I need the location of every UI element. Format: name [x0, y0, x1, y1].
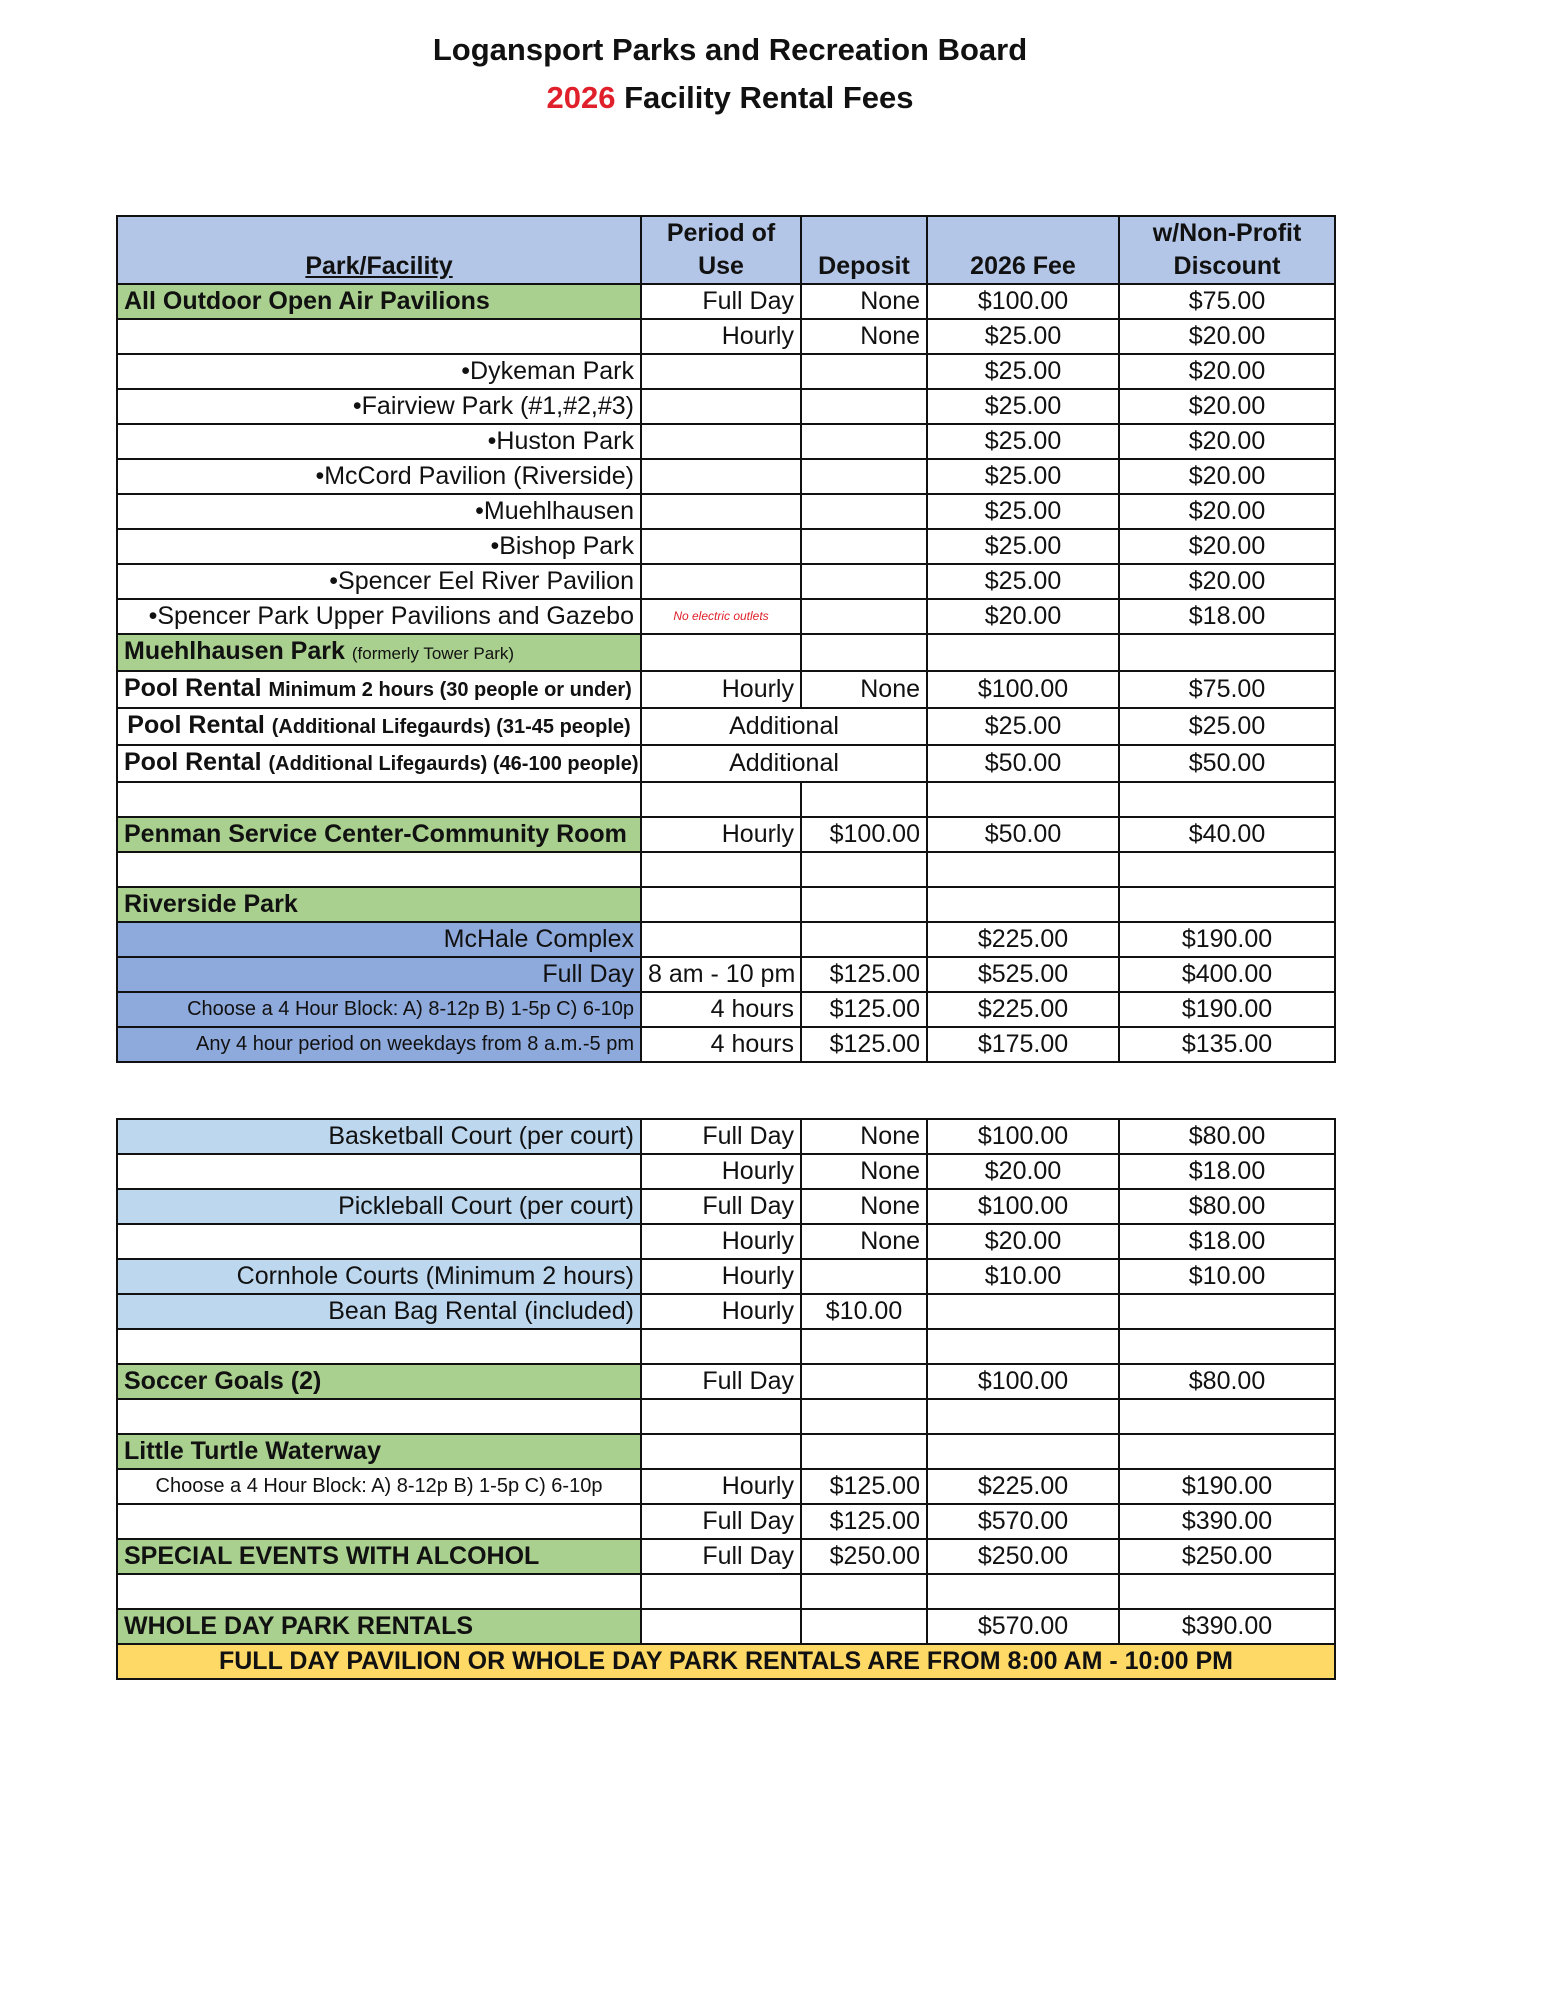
deposit-cell: None: [801, 1224, 927, 1259]
period-cell: 8 am - 10 pm: [641, 957, 801, 992]
discount-cell: $18.00: [1119, 1154, 1335, 1189]
period-cell: [641, 494, 801, 529]
spacer-row: [117, 1574, 1335, 1609]
section-penman: Penman Service Center-Community Room: [117, 817, 641, 852]
fee-cell: [927, 634, 1119, 671]
facility-cell: Pickleball Court (per court): [117, 1189, 641, 1224]
section-whole-day: WHOLE DAY PARK RENTALS: [117, 1609, 641, 1644]
section-muehlhausen: [117, 634, 641, 671]
period-cell: [641, 634, 801, 671]
period-cell: [641, 424, 801, 459]
table-row: [117, 459, 1335, 494]
discount-cell: $20.00: [1119, 494, 1335, 529]
period-cell: Hourly: [641, 319, 801, 354]
fee-cell: $20.00: [927, 1154, 1119, 1189]
spacer-row: [117, 1399, 1335, 1434]
facility-cell: [117, 319, 641, 354]
fee-cell: $50.00: [927, 817, 1119, 852]
section-riverside: Riverside Park: [117, 887, 641, 922]
table-row: [117, 1224, 1335, 1259]
deposit-cell: $10.00: [801, 1294, 927, 1329]
discount-cell: $75.00: [1119, 671, 1335, 708]
deposit-cell: [801, 1434, 927, 1469]
table-row: [117, 922, 1335, 957]
period-cell: [641, 459, 801, 494]
table-row: [117, 1027, 1335, 1062]
period-cell: Additional: [641, 708, 927, 745]
table-row: [117, 1119, 1335, 1154]
period-cell: Full Day: [641, 284, 801, 319]
discount-cell: $40.00: [1119, 817, 1335, 852]
facility-cell: •Dykeman Park: [117, 354, 641, 389]
deposit-cell: [801, 599, 927, 634]
section-little-turtle: Little Turtle Waterway: [117, 1434, 641, 1469]
table-row: [117, 284, 1335, 319]
table-row: [117, 389, 1335, 424]
period-cell: [641, 529, 801, 564]
discount-cell: $390.00: [1119, 1609, 1335, 1644]
table-row: [117, 957, 1335, 992]
fee-cell: $100.00: [927, 1119, 1119, 1154]
fee-cell: $175.00: [927, 1027, 1119, 1062]
fee-cell: $225.00: [927, 922, 1119, 957]
document-subtitle: [0, 80, 1460, 116]
discount-cell: $190.00: [1119, 1469, 1335, 1504]
header-fee: 2026 Fee: [927, 216, 1119, 284]
facility-cell: Basketball Court (per court): [117, 1119, 641, 1154]
discount-cell: [1119, 1294, 1335, 1329]
spacer-row: [117, 782, 1335, 817]
deposit-cell: [801, 424, 927, 459]
deposit-cell: [801, 922, 927, 957]
discount-cell: $20.00: [1119, 354, 1335, 389]
pool-label: Pool Rental: [124, 674, 262, 702]
facility-cell: [117, 1224, 641, 1259]
table-row: [117, 1364, 1335, 1399]
deposit-cell: [801, 529, 927, 564]
table-row: [117, 564, 1335, 599]
discount-cell: $190.00: [1119, 922, 1335, 957]
table-row: [117, 599, 1335, 634]
fee-cell: $250.00: [927, 1539, 1119, 1574]
header-deposit: Deposit: [801, 216, 927, 284]
section-alcohol: SPECIAL EVENTS WITH ALCOHOL: [117, 1539, 641, 1574]
document-title: Logansport Parks and Recreation Board: [432, 32, 1028, 67]
table-row: [117, 817, 1335, 852]
section-soccer: Soccer Goals (2): [117, 1364, 641, 1399]
header-facility: Park/Facility: [117, 216, 641, 284]
period-cell: [641, 564, 801, 599]
table-row: [117, 745, 1335, 782]
deposit-cell: $250.00: [801, 1539, 927, 1574]
deposit-cell: [801, 634, 927, 671]
deposit-cell: [801, 1609, 927, 1644]
facility-cell: Choose a 4 Hour Block: A) 8-12p B) 1-5p C) 6-10p: [117, 1469, 641, 1504]
period-cell: [641, 354, 801, 389]
discount-cell: $20.00: [1119, 424, 1335, 459]
facility-cell: •Huston Park: [117, 424, 641, 459]
footer-row: [117, 1644, 1335, 1679]
discount-cell: $20.00: [1119, 319, 1335, 354]
pool-detail: (Additional Lifegaurds) (46-100 people): [268, 753, 639, 775]
discount-cell: $50.00: [1119, 745, 1335, 782]
muehlhausen-note: (formerly Tower Park): [351, 644, 515, 663]
table-row: [117, 354, 1335, 389]
pool-label: Pool Rental: [127, 711, 265, 739]
period-cell: Full Day: [641, 1119, 801, 1154]
table-row: [117, 1294, 1335, 1329]
fee-cell: $100.00: [927, 284, 1119, 319]
deposit-cell: None: [801, 671, 927, 708]
muehlhausen-heading: Muehlhausen Park: [124, 637, 345, 665]
fee-cell: $225.00: [927, 992, 1119, 1027]
fee-cell: $25.00: [927, 708, 1119, 745]
discount-cell: $10.00: [1119, 1259, 1335, 1294]
period-cell: Full Day: [641, 1364, 801, 1399]
deposit-cell: $125.00: [801, 957, 927, 992]
discount-cell: $80.00: [1119, 1189, 1335, 1224]
fee-cell: $25.00: [927, 494, 1119, 529]
fee-cell: $525.00: [927, 957, 1119, 992]
discount-cell: [1119, 887, 1335, 922]
table-row: [117, 319, 1335, 354]
deposit-cell: None: [801, 1189, 927, 1224]
table-row: [117, 1539, 1335, 1574]
header-row: [117, 216, 1335, 284]
facility-cell: •Spencer Park Upper Pavilions and Gazebo: [117, 599, 641, 634]
fee-cell: $25.00: [927, 354, 1119, 389]
discount-cell: $20.00: [1119, 529, 1335, 564]
table-row: [117, 1469, 1335, 1504]
discount-cell: $20.00: [1119, 459, 1335, 494]
hours-notice: FULL DAY PAVILION OR WHOLE DAY PARK RENTALS ARE FROM 8:00 AM - 10:00 PM: [117, 1644, 1335, 1679]
deposit-cell: [801, 564, 927, 599]
section-pavilions: All Outdoor Open Air Pavilions: [117, 284, 641, 319]
table-row: [117, 634, 1335, 671]
fee-cell: $570.00: [927, 1504, 1119, 1539]
spacer-row: [117, 1329, 1335, 1364]
fee-cell: $25.00: [927, 319, 1119, 354]
table-row: [117, 529, 1335, 564]
period-cell: [641, 389, 801, 424]
discount-cell: $190.00: [1119, 992, 1335, 1027]
period-cell: Hourly: [641, 1259, 801, 1294]
fee-cell: $100.00: [927, 1364, 1119, 1399]
fee-cell: $25.00: [927, 389, 1119, 424]
discount-cell: $25.00: [1119, 708, 1335, 745]
deposit-cell: [801, 354, 927, 389]
spacer-row: [117, 852, 1335, 887]
facility-cell: •McCord Pavilion (Riverside): [117, 459, 641, 494]
discount-cell: $250.00: [1119, 1539, 1335, 1574]
discount-cell: $18.00: [1119, 599, 1335, 634]
fees-table-main: [116, 215, 1336, 1063]
fees-table-secondary: [116, 1118, 1336, 1680]
period-cell: Hourly: [641, 1294, 801, 1329]
fee-cell: $50.00: [927, 745, 1119, 782]
deposit-cell: [801, 459, 927, 494]
period-cell: [641, 922, 801, 957]
deposit-cell: $125.00: [801, 1469, 927, 1504]
period-cell: Hourly: [641, 817, 801, 852]
period-cell: Full Day: [641, 1504, 801, 1539]
fee-cell: [927, 1294, 1119, 1329]
facility-cell: [117, 745, 641, 782]
table-row: [117, 1434, 1335, 1469]
discount-cell: $400.00: [1119, 957, 1335, 992]
period-cell: Full Day: [641, 1539, 801, 1574]
facility-cell: Bean Bag Rental (included): [117, 1294, 641, 1329]
facility-cell: McHale Complex: [117, 922, 641, 957]
deposit-cell: [801, 887, 927, 922]
discount-cell: $135.00: [1119, 1027, 1335, 1062]
table-row: [117, 708, 1335, 745]
discount-cell: $390.00: [1119, 1504, 1335, 1539]
facility-cell: Any 4 hour period on weekdays from 8 a.m.-5 pm: [117, 1027, 641, 1062]
table-row: [117, 424, 1335, 459]
facility-cell: •Fairview Park (#1,#2,#3): [117, 389, 641, 424]
fee-cell: $10.00: [927, 1259, 1119, 1294]
facility-cell: [117, 1154, 641, 1189]
table-row: [117, 1504, 1335, 1539]
period-cell: Additional: [641, 745, 927, 782]
period-cell: Hourly: [641, 1469, 801, 1504]
period-cell: 4 hours: [641, 992, 801, 1027]
deposit-cell: [801, 389, 927, 424]
facility-cell: •Bishop Park: [117, 529, 641, 564]
period-cell: Hourly: [641, 1224, 801, 1259]
facility-cell: Choose a 4 Hour Block: A) 8-12p B) 1-5p C) 6-10p: [117, 992, 641, 1027]
deposit-cell: $125.00: [801, 992, 927, 1027]
fee-cell: $570.00: [927, 1609, 1119, 1644]
deposit-cell: None: [801, 1154, 927, 1189]
table-row: [117, 1259, 1335, 1294]
period-cell: Full Day: [641, 1189, 801, 1224]
discount-cell: $20.00: [1119, 389, 1335, 424]
fee-cell: $100.00: [927, 671, 1119, 708]
deposit-cell: None: [801, 1119, 927, 1154]
deposit-cell: None: [801, 319, 927, 354]
discount-cell: $80.00: [1119, 1364, 1335, 1399]
no-outlets-note: No electric outlets: [641, 599, 801, 634]
table-row: [117, 1609, 1335, 1644]
period-cell: [641, 887, 801, 922]
deposit-cell: None: [801, 284, 927, 319]
fee-cell: $20.00: [927, 599, 1119, 634]
pool-detail: (Additional Lifegaurds) (31-45 people): [271, 716, 631, 738]
period-cell: [641, 1609, 801, 1644]
period-cell: Hourly: [641, 671, 801, 708]
fee-cell: $25.00: [927, 459, 1119, 494]
fee-cell: $100.00: [927, 1189, 1119, 1224]
table-row: [117, 1189, 1335, 1224]
deposit-cell: $125.00: [801, 1027, 927, 1062]
facility-cell: •Spencer Eel River Pavilion: [117, 564, 641, 599]
fee-cell: $20.00: [927, 1224, 1119, 1259]
pool-detail: Minimum 2 hours (30 people or under): [268, 679, 632, 701]
discount-cell: $80.00: [1119, 1119, 1335, 1154]
period-cell: [641, 1434, 801, 1469]
header-period: Period of Use: [641, 216, 801, 284]
facility-cell: [117, 708, 641, 745]
table-row: [117, 671, 1335, 708]
deposit-cell: $100.00: [801, 817, 927, 852]
discount-cell: $75.00: [1119, 284, 1335, 319]
discount-cell: $20.00: [1119, 564, 1335, 599]
subtitle-year: 2026: [546, 80, 616, 115]
deposit-cell: [801, 1364, 927, 1399]
fee-cell: $25.00: [927, 529, 1119, 564]
fee-cell: [927, 887, 1119, 922]
table-row: [117, 992, 1335, 1027]
header-discount: w/Non-Profit Discount: [1119, 216, 1335, 284]
facility-cell: Cornhole Courts (Minimum 2 hours): [117, 1259, 641, 1294]
deposit-cell: $125.00: [801, 1504, 927, 1539]
facility-cell: [117, 1504, 641, 1539]
table-row: [117, 494, 1335, 529]
discount-cell: $18.00: [1119, 1224, 1335, 1259]
fee-cell: $25.00: [927, 564, 1119, 599]
deposit-cell: [801, 494, 927, 529]
facility-cell: •Muehlhausen: [117, 494, 641, 529]
discount-cell: [1119, 634, 1335, 671]
subtitle-text: Facility Rental Fees: [624, 80, 914, 115]
facility-cell: Full Day: [117, 957, 641, 992]
fee-cell: $25.00: [927, 424, 1119, 459]
facility-cell: [117, 671, 641, 708]
discount-cell: [1119, 1434, 1335, 1469]
fee-cell: [927, 1434, 1119, 1469]
fee-cell: $225.00: [927, 1469, 1119, 1504]
pool-label: Pool Rental: [124, 748, 262, 776]
table-row: [117, 887, 1335, 922]
deposit-cell: [801, 1259, 927, 1294]
period-cell: Hourly: [641, 1154, 801, 1189]
period-cell: 4 hours: [641, 1027, 801, 1062]
table-row: [117, 1154, 1335, 1189]
